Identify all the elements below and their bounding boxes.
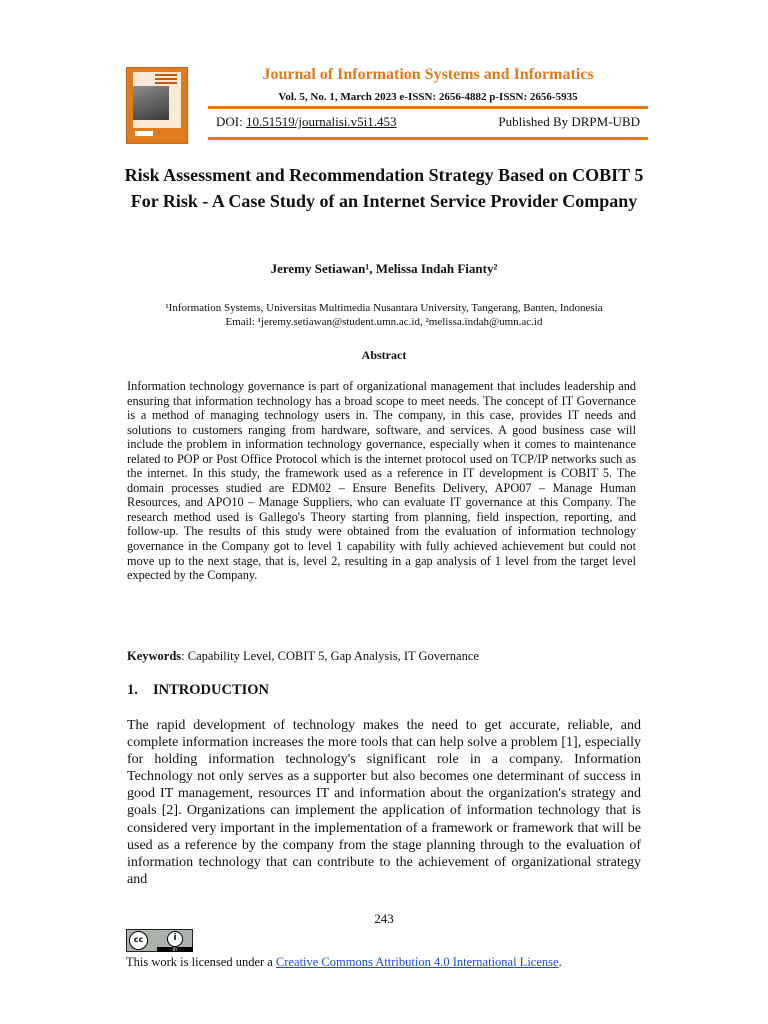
journal-cover-thumbnail <box>126 67 188 144</box>
header-divider-top <box>208 106 648 109</box>
cover-title-lines <box>155 74 177 76</box>
section-title: INTRODUCTION <box>153 682 270 698</box>
doi-label: DOI: <box>216 114 246 129</box>
license-suffix: . <box>558 955 562 969</box>
affiliation: ¹Information Systems, Universitas Multimedia Nusantara University, Tangerang, Banten, Indonesia <box>165 302 603 314</box>
cc-by-license-badge[interactable] <box>126 929 193 952</box>
abstract-text: Information technology governance is part of organizational management that includes leadership and ensuring that information technology has a broad scope to meet needs. The concept of IT Governance is a method of managing technology users in. The company, in this case, provides IT needs and solutions to customers ranging from hardware, software, and services. A good business case will include the problem in information technology governance, especially when it comes to maintenance related to POP or Post Office Protocol which is the internet protocol used on TCP/IP networks such as the internet. In this study, the framework used as a reference in IT development is COBIT 5. The domain processes studied are EDM02 – Ensure Benefits Delivery, APO07 – Manage Human Resources, and APO10 – Manage Suppliers, who can evaluate IT governance at this Company. The research method used is Gallego's Theory starting from planning, field inspection, reporting, and follow-up. The results of this study were obtained from the evaluation of information technology governance in the Company got to level 1 capability with fully achieved achievement but could not move up to the next stage, that is, level 2, resulting in a gap analysis of 1 level from the target level expected by the Company. <box>127 379 636 583</box>
section-heading-introduction <box>127 682 269 699</box>
attribution-person-icon: i <box>167 931 183 947</box>
publisher: Published By DRPM-UBD <box>498 114 640 129</box>
page-number: 243 <box>374 911 394 926</box>
keywords <box>127 649 647 664</box>
cover-logo-bar <box>135 131 153 136</box>
cover-photo <box>133 86 169 120</box>
affiliation-block <box>110 301 658 329</box>
keywords-values: : Capability Level, COBIT 5, Gap Analysis, IT Governance <box>181 649 479 663</box>
keywords-label: Keywords <box>127 649 182 663</box>
journal-name: Journal of Information Systems and Informatics <box>262 66 594 83</box>
section-number: 1. <box>127 682 138 698</box>
license-prefix: This work is licensed under a <box>126 955 276 969</box>
doi-link[interactable]: 10.51519/journalisi.v5i1.453 <box>245 114 397 129</box>
header-divider-bottom <box>208 137 648 140</box>
authors: Jeremy Setiawan¹, Melissa Indah Fianty² <box>270 261 498 276</box>
creative-commons-icon: cc <box>129 931 148 950</box>
license-link[interactable]: Creative Commons Attribution 4.0 International License <box>275 955 559 969</box>
abstract-heading: Abstract <box>361 348 407 362</box>
paper-title: Risk Assessment and Recommendation Strategy Based on COBIT 5 For Risk - A Case Study of an Internet Service Provider Company <box>124 165 644 211</box>
by-label: BY <box>157 947 193 952</box>
license-statement <box>126 955 562 970</box>
introduction-text: The rapid development of technology makes the need to get accurate, reliable, and complete information increases the more tools that can help solve a problem [1], especially for holding information technology's significant role in a company. Information Technology not only serves as a supporter but also becomes one determinant of success in good IT management, resources IT and information about the organization's strategy and goals [2]. Organizations can implement the application of information technology that is considered very important in the implementation of a framework or framework that will be used as a reference by the company from the stage planning through to the evaluation of information technology that can contribute to the achievement of organizational strategy and <box>127 718 641 887</box>
volume-issn: Vol. 5, No. 1, March 2023 e-ISSN: 2656-4882 p-ISSN: 2656-5935 <box>278 91 578 103</box>
author-emails: Email: ¹jeremy.setiawan@student.umn.ac.id, ²melissa.indah@umn.ac.id <box>225 316 543 328</box>
doi-line <box>216 114 397 130</box>
